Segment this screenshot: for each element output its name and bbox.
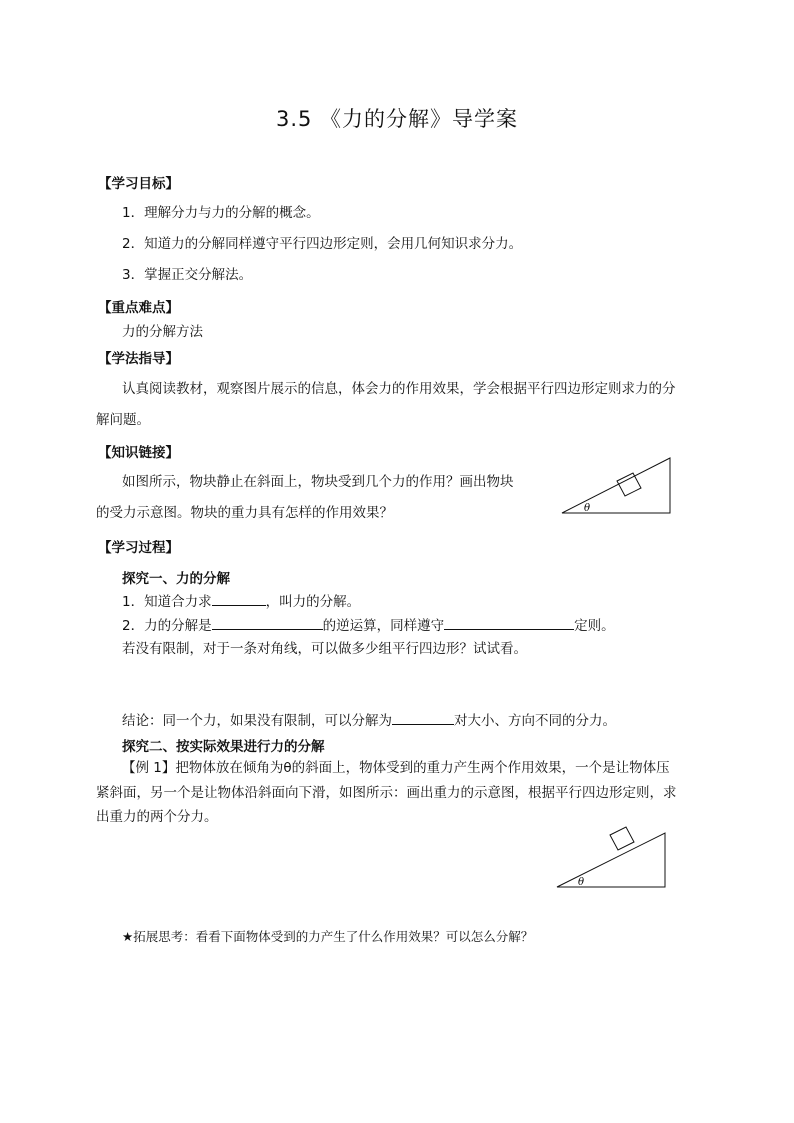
q1-blank[interactable] [212, 591, 266, 606]
incline-triangle [557, 833, 665, 887]
example-line-3: 出重力的两个分力。 [96, 809, 218, 825]
angle-label: θ [584, 503, 591, 514]
incline-diagram-1 [560, 448, 680, 518]
example-line-2: 紧斜面，另一个是让物体沿斜面向下滑，如图所示：画出重力的示意图，根据平行四边形定则，求 [96, 785, 677, 801]
incline-triangle [562, 458, 670, 513]
method-line-2: 解问题。 [96, 412, 150, 428]
method-header: 【学法指导】 [98, 351, 179, 367]
link-line-2: 的受力示意图。物块的重力具有怎样的作用效果？ [96, 505, 393, 521]
explore1-question-2 [122, 615, 615, 636]
q1-text-a: 1．知道合力求 [122, 594, 212, 610]
link-header: 【知识链接】 [98, 445, 179, 461]
method-line-1: 认真阅读教材，观察图片展示的信息，体会力的作用效果，学会根据平行四边形定则求力的分 [122, 381, 676, 397]
conclusion-text-b: 对大小、方向不同的分力。 [454, 713, 616, 729]
conclusion-blank[interactable] [392, 710, 454, 725]
incline-diagram-2 [555, 824, 675, 894]
block [617, 473, 641, 496]
keypoints-text: 力的分解方法 [122, 324, 203, 340]
block [610, 827, 634, 850]
explore1-question-1 [122, 591, 360, 612]
objective-item-2: 2．知道力的分解同样遵守平行四边形定则，会用几何知识求分力。 [122, 236, 523, 252]
conclusion-text-a: 结论：同一个力，如果没有限制，可以分解为 [122, 713, 392, 729]
q2-text-b: 的逆运算，同样遵守 [322, 618, 445, 634]
q1-text-b: ，叫力的分解。 [265, 594, 361, 610]
keypoints-header: 【重点难点】 [98, 300, 179, 316]
explore1-conclusion [122, 710, 616, 731]
link-line-1: 如图所示，物块静止在斜面上，物块受到几个力的作用？画出物块 [122, 474, 514, 490]
page-title: 3.5 《力的分解》导学案 [275, 107, 519, 131]
process-header: 【学习过程】 [98, 540, 179, 556]
objectives-header: 【学习目标】 [98, 176, 179, 192]
explore1-title: 探究一、力的分解 [122, 571, 230, 587]
extension-question: ★拓展思考：看看下面物体受到的力产生了什么作用效果？可以怎么分解？ [122, 929, 534, 944]
q2-text-a: 2．力的分解是 [122, 618, 212, 634]
q2-blank-2[interactable] [444, 615, 574, 630]
explore1-question-3: 若没有限制，对于一条对角线，可以做多少组平行四边形？试试看。 [122, 641, 527, 657]
q2-text-c: 定则。 [574, 618, 615, 634]
objective-item-3: 3．掌握正交分解法。 [122, 267, 253, 283]
angle-label: θ [578, 877, 585, 888]
example-line-1: 【例 1】把物体放在倾角为θ的斜面上，物体受到的重力产生两个作用效果，一个是让物体压 [122, 760, 670, 776]
q2-blank-1[interactable] [212, 615, 323, 630]
explore2-title: 探究二、按实际效果进行力的分解 [122, 739, 325, 755]
objective-item-1: 1．理解分力与力的分解的概念。 [122, 205, 320, 221]
